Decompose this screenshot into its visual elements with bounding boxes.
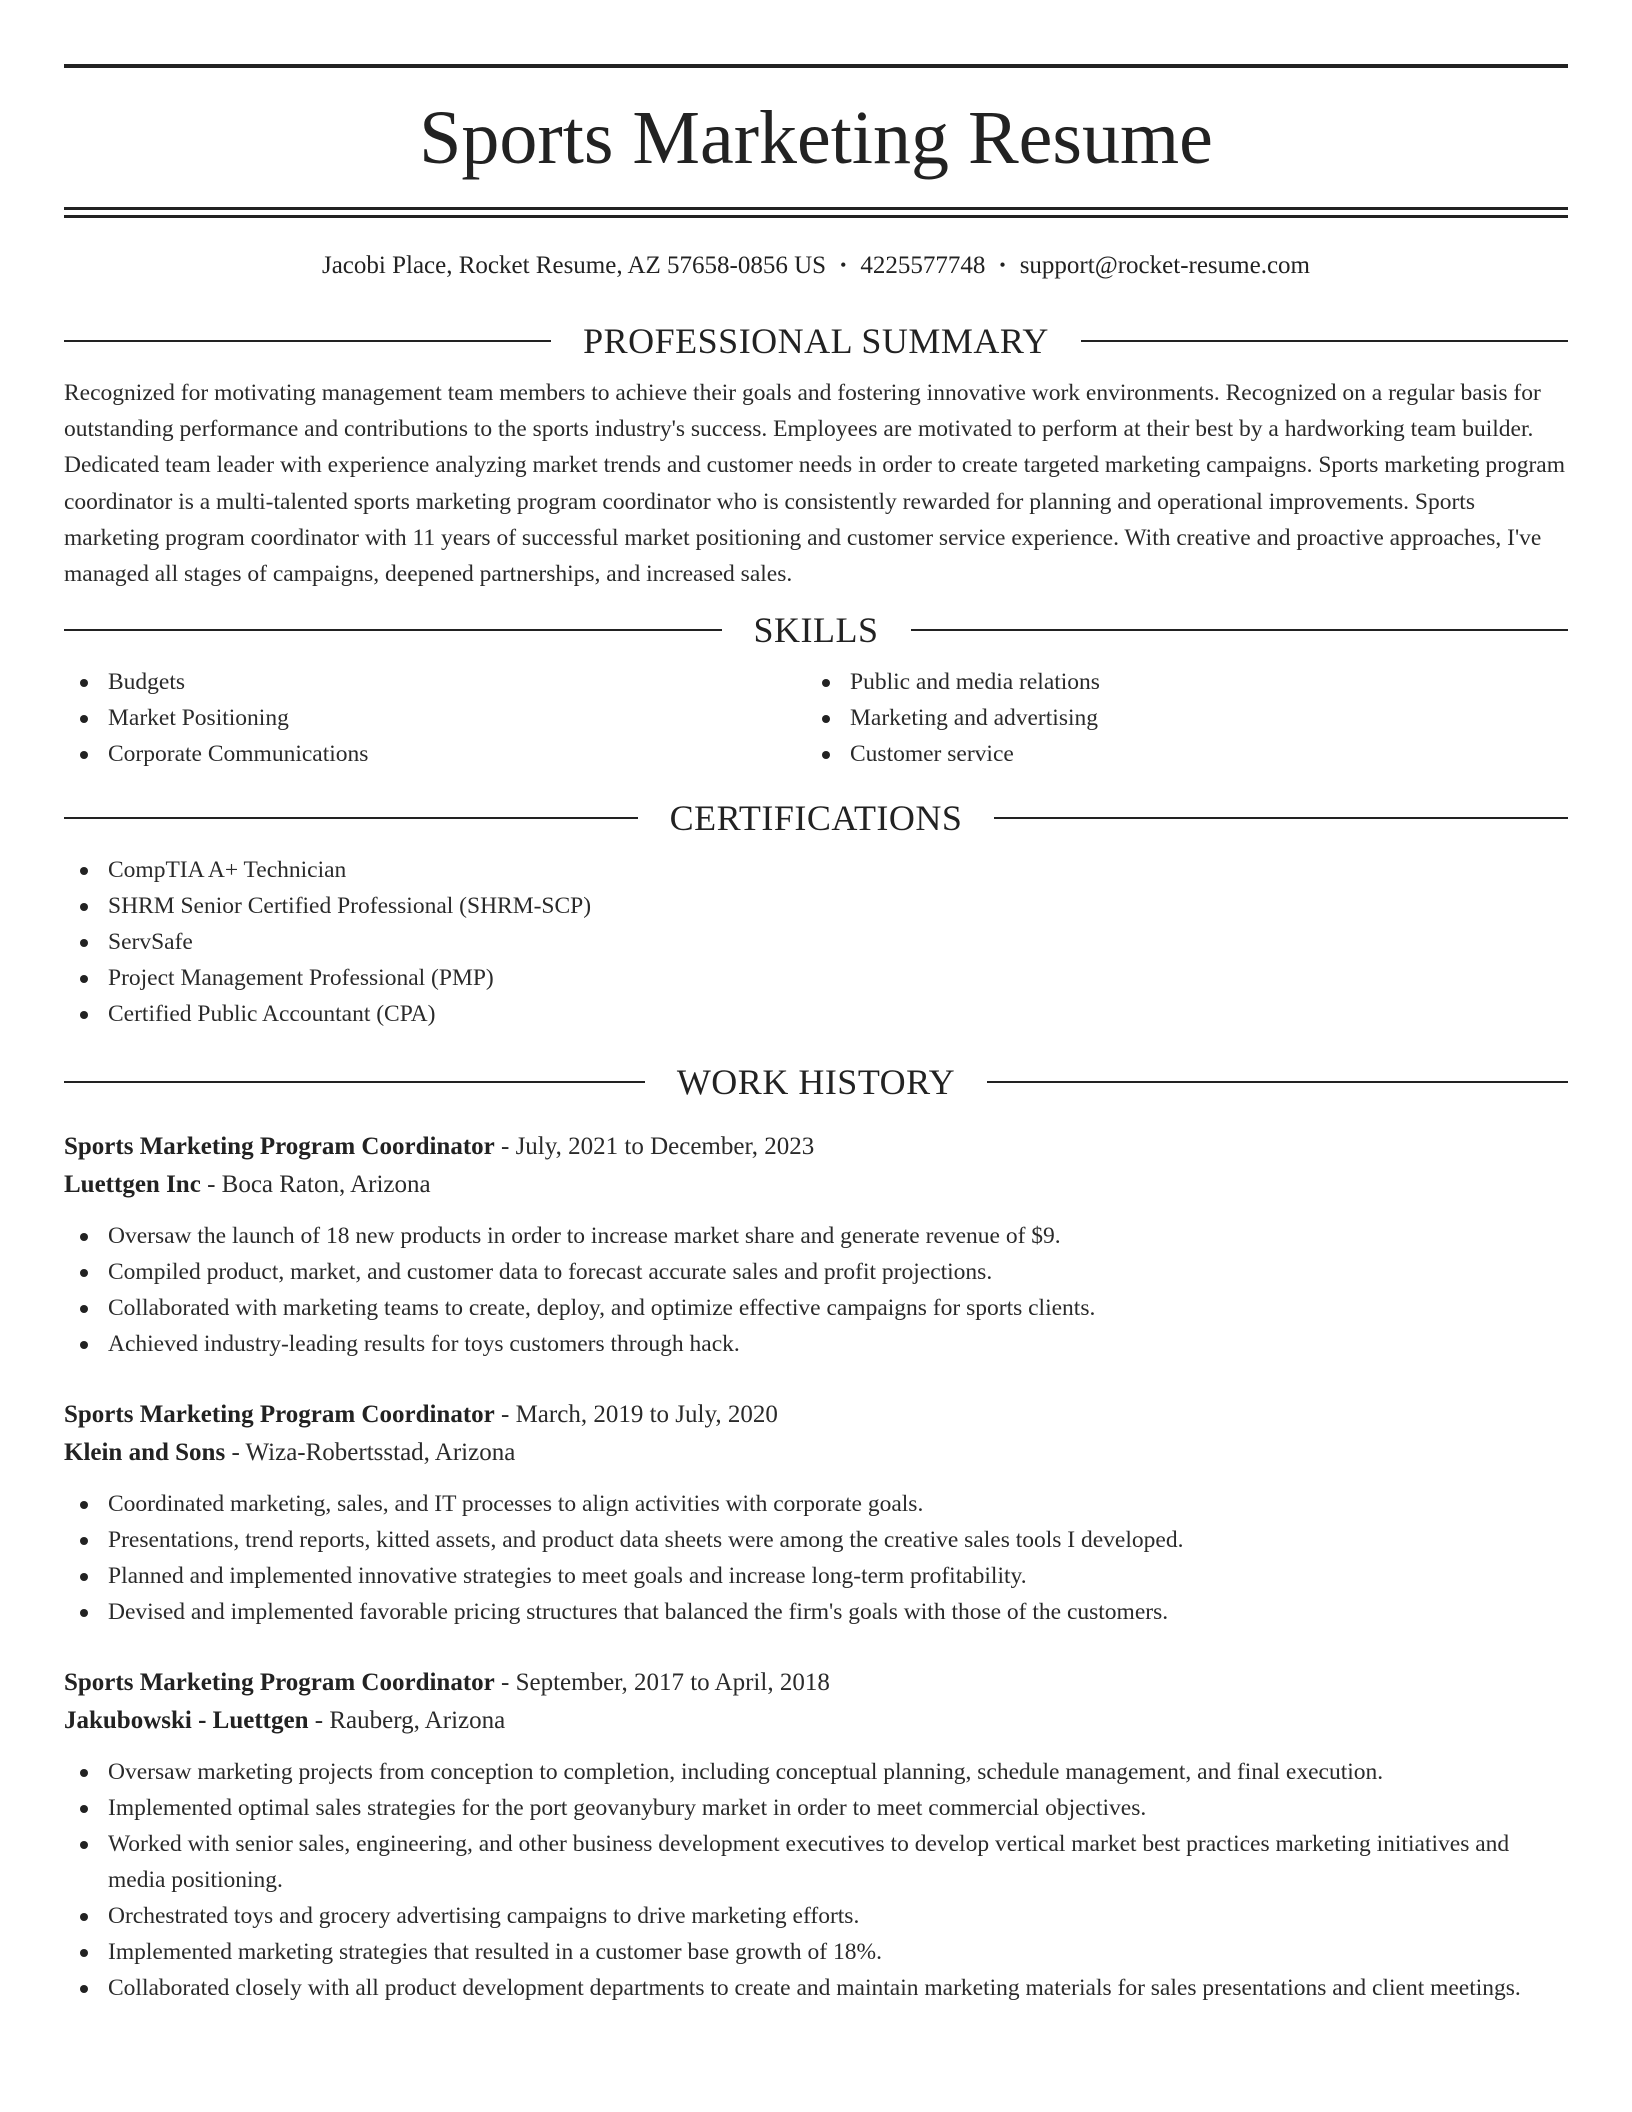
job-bullet: Implemented optimal sales strategies for the port geovanybury market in order to meet commercial objectives. (64, 1790, 1568, 1826)
skills-heading (64, 608, 1568, 652)
heading-rule (1081, 340, 1568, 342)
job-title-line (64, 1128, 1568, 1166)
job-bullet: Worked with senior sales, engineering, and other business development executives to develop vertical market best practices marketing initiatives and media positioning. (64, 1826, 1568, 1898)
certification-item: Project Management Professional (PMP) (64, 960, 1568, 996)
skills-list-left (64, 664, 806, 772)
work-history-heading-label: WORK HISTORY (676, 1062, 956, 1103)
contact-separator: • (999, 255, 1006, 275)
job-bullets (64, 1486, 1568, 1630)
skills-grid (64, 664, 1568, 772)
contact-phone: 4225577748 (860, 252, 986, 279)
resume-page (64, 64, 1568, 2006)
job-company-line (64, 1434, 1568, 1472)
heading-rule (987, 1081, 1568, 1083)
job-bullet: Oversaw marketing projects from conception to completion, including conceptual planning, schedule management, and final execution. (64, 1754, 1568, 1790)
top-rule (64, 64, 1568, 68)
skill-item: Marketing and advertising (806, 700, 1548, 736)
job-bullet: Implemented marketing strategies that resulted in a customer base growth of 18%. (64, 1934, 1568, 1970)
job-title: Sports Marketing Program Coordinator (64, 1133, 495, 1161)
skill-item: Customer service (806, 736, 1548, 772)
certification-item: Certified Public Accountant (CPA) (64, 996, 1568, 1032)
job-company-line (64, 1702, 1568, 1740)
heading-rule (64, 1081, 645, 1083)
skill-item: Budgets (64, 664, 806, 700)
skill-item: Public and media relations (806, 664, 1548, 700)
certification-item: SHRM Senior Certified Professional (SHRM-SCP) (64, 888, 1568, 924)
job-bullets (64, 1754, 1568, 2006)
title-double-rule (64, 207, 1568, 218)
skill-item: Market Positioning (64, 700, 806, 736)
heading-rule (64, 817, 638, 819)
heading-rule (994, 817, 1568, 819)
job-entry (64, 1396, 1568, 1630)
job-dates: - July, 2021 to December, 2023 (494, 1133, 815, 1161)
job-bullet: Collaborated with marketing teams to create, deploy, and optimize effective campaigns for sports clients. (64, 1290, 1568, 1326)
certification-item: CompTIA A+ Technician (64, 852, 1568, 888)
job-entry (64, 1664, 1568, 2006)
job-bullet: Compiled product, market, and customer data to forecast accurate sales and profit projections. (64, 1254, 1568, 1290)
work-history-heading (64, 1060, 1568, 1104)
heading-rule (64, 629, 722, 631)
job-company: Klein and Sons (64, 1439, 226, 1467)
summary-text: Recognized for motivating management team members to achieve their goals and fostering innovative work environments. Recognized on a regular basis for outstanding performance and contributions to the sports industry's success. Employees are motivated to perform at their best by a hardworking team builder. Dedicated team leader with experience analyzing market trends and customer needs in order to create targeted marketing campaigns. Sports marketing program coordinator is a multi-talented sports marketing program coordinator who is consistently rewarded for planning and operational improvements. Sports marketing program coordinator with 11 years of successful market positioning and customer service experience. With creative and proactive approaches, I've managed all stages of campaigns, deepened partnerships, and increased sales. (64, 380, 1566, 588)
heading-rule (911, 629, 1569, 631)
contact-address: Jacobi Place, Rocket Resume, AZ 57658-0856 US (321, 252, 827, 279)
resume-title: Sports Marketing Resume (419, 96, 1213, 180)
job-title-line (64, 1664, 1568, 1702)
job-bullet: Achieved industry-leading results for toys customers through hack. (64, 1326, 1568, 1362)
job-dates: - March, 2019 to July, 2020 (494, 1401, 778, 1429)
contact-line (64, 250, 1568, 283)
job-bullet: Orchestrated toys and grocery advertising campaigns to drive marketing efforts. (64, 1898, 1568, 1934)
job-bullet: Coordinated marketing, sales, and IT processes to align activities with corporate goals. (64, 1486, 1568, 1522)
certifications-list (64, 852, 1568, 1032)
job-title: Sports Marketing Program Coordinator (64, 1669, 495, 1697)
job-bullet: Oversaw the launch of 18 new products in order to increase market share and generate revenue of $9. (64, 1218, 1568, 1254)
job-title-line (64, 1396, 1568, 1434)
job-company: Luettgen Inc (64, 1171, 201, 1199)
job-dates: - September, 2017 to April, 2018 (494, 1669, 830, 1697)
job-location: - Rauberg, Arizona (308, 1707, 506, 1735)
summary-heading-label: PROFESSIONAL SUMMARY (583, 321, 1049, 361)
job-company: Jakubowski - Luettgen (64, 1707, 309, 1735)
job-bullet: Devised and implemented favorable pricing structures that balanced the firm's goals with those of the customers. (64, 1594, 1568, 1630)
certifications-heading (64, 796, 1568, 840)
certifications-heading-label: CERTIFICATIONS (669, 798, 963, 839)
job-bullet: Presentations, trend reports, kitted assets, and product data sheets were among the creative sales tools I developed. (64, 1522, 1568, 1558)
certification-item: ServSafe (64, 924, 1568, 960)
summary-heading (64, 319, 1568, 363)
job-company-line (64, 1166, 1568, 1204)
job-bullet: Collaborated closely with all product development departments to create and maintain marketing materials for sales presentations and client meetings. (64, 1970, 1568, 2006)
job-location: - Boca Raton, Arizona (200, 1171, 431, 1199)
skills-list-right (806, 664, 1548, 772)
skills-heading-label: SKILLS (753, 610, 879, 651)
job-title: Sports Marketing Program Coordinator (64, 1401, 495, 1429)
contact-email: support@rocket-resume.com (1019, 252, 1310, 279)
job-bullets (64, 1218, 1568, 1362)
heading-rule (64, 340, 551, 342)
skill-item: Corporate Communications (64, 736, 806, 772)
contact-separator: • (840, 255, 847, 275)
job-entry (64, 1128, 1568, 1362)
job-bullet: Planned and implemented innovative strategies to meet goals and increase long-term profitability. (64, 1558, 1568, 1594)
job-location: - Wiza-Robertsstad, Arizona (225, 1439, 516, 1467)
